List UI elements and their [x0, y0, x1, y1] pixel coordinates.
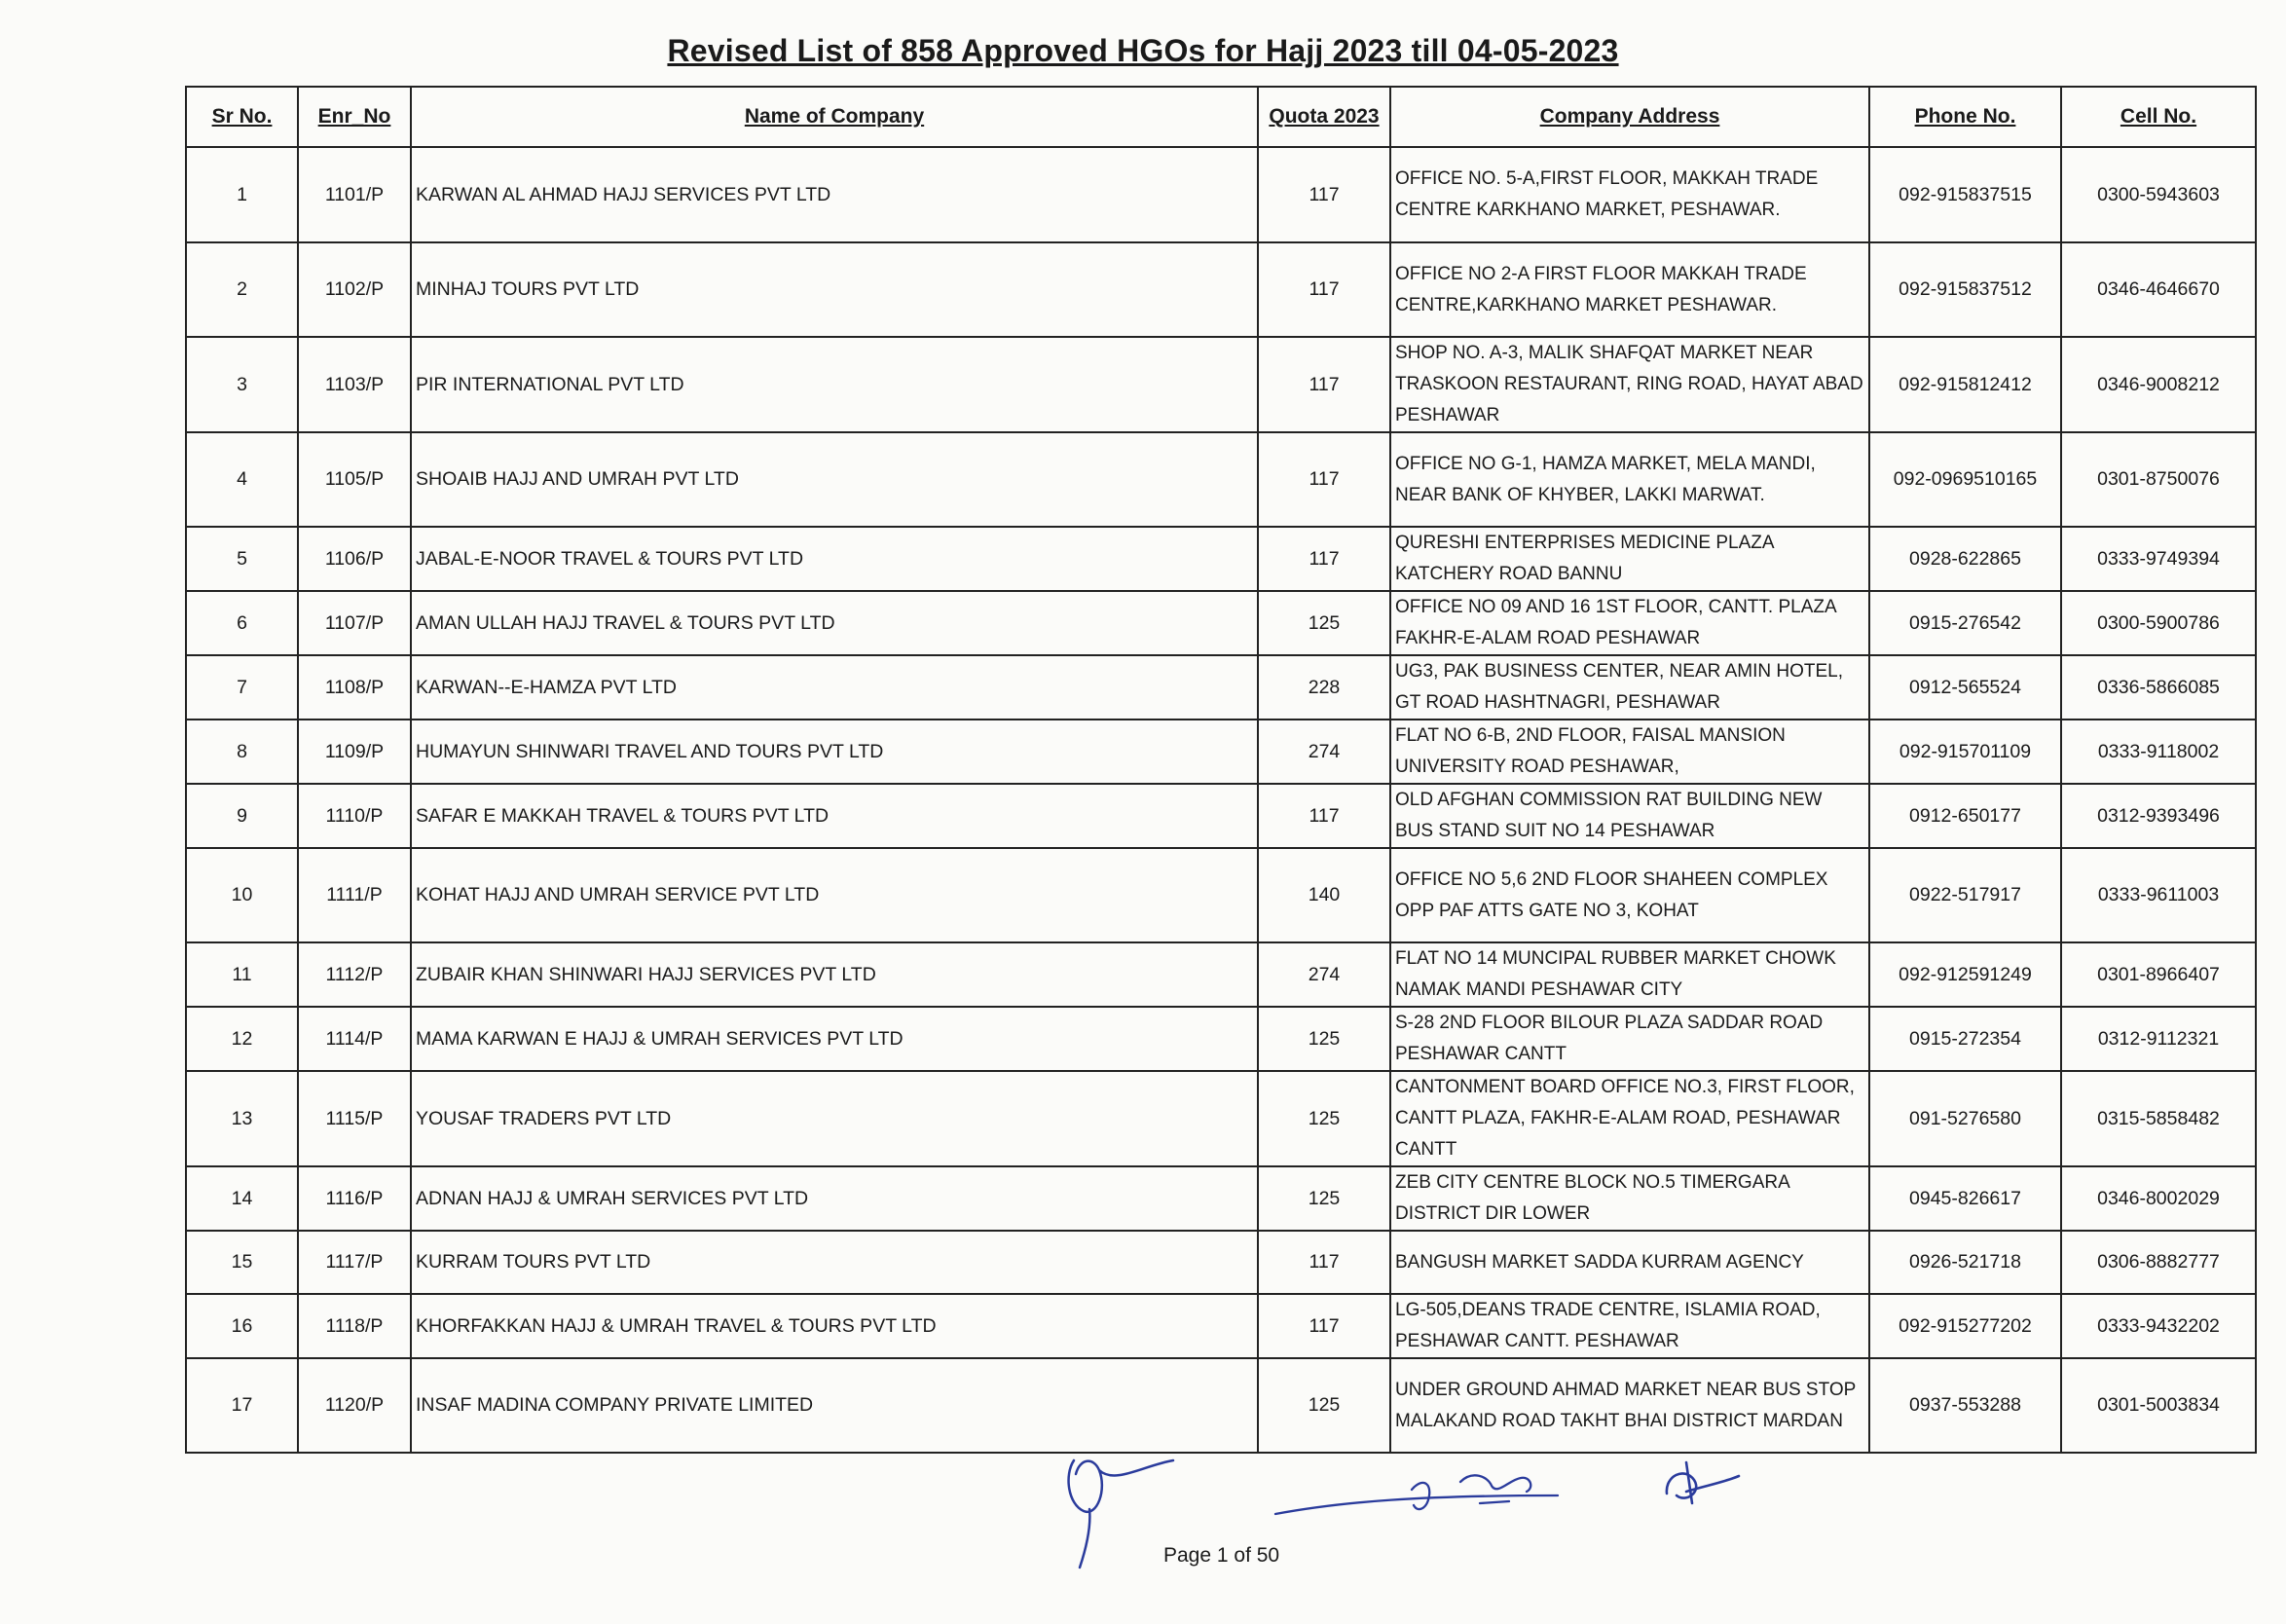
cell-quota: 125 — [1258, 1358, 1390, 1453]
col-header-sr: Sr No. — [186, 87, 298, 147]
cell-phone: 0915-272354 — [1869, 1007, 2061, 1071]
header-row — [186, 87, 2256, 147]
cell-enr: 1101/P — [298, 147, 411, 242]
col-header-name: Name of Company — [411, 87, 1258, 147]
table-row — [186, 1294, 2256, 1358]
cell-sr: 8 — [186, 720, 298, 784]
cell-company-name: JABAL-E-NOOR TRAVEL & TOURS PVT LTD — [411, 527, 1258, 591]
cell-quota: 140 — [1258, 848, 1390, 942]
cell-phone: 0926-521718 — [1869, 1231, 2061, 1294]
cell-address: OLD AFGHAN COMMISSION RAT BUILDING NEW BUS STAND SUIT NO 14 PESHAWAR — [1390, 784, 1869, 848]
cell-quota: 228 — [1258, 655, 1390, 720]
cell-address: SHOP NO. A-3, MALIK SHAFQAT MARKET NEAR TRASKOON RESTAURANT, RING ROAD, HAYAT ABAD PESHAWAR — [1390, 337, 1869, 432]
cell-phone: 0937-553288 — [1869, 1358, 2061, 1453]
cell-address: OFFICE NO 09 AND 16 1ST FLOOR, CANTT. PLAZA FAKHR-E-ALAM ROAD PESHAWAR — [1390, 591, 1869, 655]
cell-quota: 117 — [1258, 784, 1390, 848]
cell-enr: 1111/P — [298, 848, 411, 942]
cell-address: FLAT NO 14 MUNCIPAL RUBBER MARKET CHOWK NAMAK MANDI PESHAWAR CITY — [1390, 942, 1869, 1007]
cell-company-name: ZUBAIR KHAN SHINWARI HAJJ SERVICES PVT LTD — [411, 942, 1258, 1007]
cell-mobile: 0333-9749394 — [2061, 527, 2256, 591]
table-row — [186, 1071, 2256, 1166]
cell-address: BANGUSH MARKET SADDA KURRAM AGENCY — [1390, 1231, 1869, 1294]
page-number: Page 1 of 50 — [1163, 1544, 1280, 1567]
table-row — [186, 432, 2256, 527]
table-row — [186, 848, 2256, 942]
cell-phone: 0912-650177 — [1869, 784, 2061, 848]
table-row — [186, 1231, 2256, 1294]
cell-mobile: 0346-9008212 — [2061, 337, 2256, 432]
cell-sr: 9 — [186, 784, 298, 848]
cell-phone: 092-912591249 — [1869, 942, 2061, 1007]
cell-phone: 092-915701109 — [1869, 720, 2061, 784]
cell-quota: 117 — [1258, 1294, 1390, 1358]
cell-phone: 092-915837512 — [1869, 242, 2061, 337]
cell-enr: 1114/P — [298, 1007, 411, 1071]
table-row — [186, 720, 2256, 784]
col-header-phone: Phone No. — [1869, 87, 2061, 147]
cell-address: CANTONMENT BOARD OFFICE NO.3, FIRST FLOOR, CANTT PLAZA, FAKHR-E-ALAM ROAD, PESHAWAR CANTT — [1390, 1071, 1869, 1166]
cell-mobile: 0306-8882777 — [2061, 1231, 2256, 1294]
cell-company-name: HUMAYUN SHINWARI TRAVEL AND TOURS PVT LTD — [411, 720, 1258, 784]
cell-mobile: 0301-8966407 — [2061, 942, 2256, 1007]
cell-address: UG3, PAK BUSINESS CENTER, NEAR AMIN HOTEL, GT ROAD HASHTNAGRI, PESHAWAR — [1390, 655, 1869, 720]
cell-phone: 0915-276542 — [1869, 591, 2061, 655]
cell-mobile: 0346-8002029 — [2061, 1166, 2256, 1231]
table-row — [186, 591, 2256, 655]
col-header-enr: Enr_No — [298, 87, 411, 147]
cell-company-name: KARWAN AL AHMAD HAJJ SERVICES PVT LTD — [411, 147, 1258, 242]
cell-phone: 092-915812412 — [1869, 337, 2061, 432]
cell-quota: 117 — [1258, 147, 1390, 242]
cell-sr: 2 — [186, 242, 298, 337]
cell-mobile: 0333-9611003 — [2061, 848, 2256, 942]
table-row — [186, 784, 2256, 848]
cell-quota: 125 — [1258, 1071, 1390, 1166]
cell-company-name: PIR INTERNATIONAL PVT LTD — [411, 337, 1258, 432]
cell-enr: 1109/P — [298, 720, 411, 784]
cell-sr: 1 — [186, 147, 298, 242]
cell-enr: 1102/P — [298, 242, 411, 337]
cell-sr: 6 — [186, 591, 298, 655]
cell-quota: 274 — [1258, 720, 1390, 784]
cell-address: FLAT NO 6-B, 2ND FLOOR, FAISAL MANSION UNIVERSITY ROAD PESHAWAR, — [1390, 720, 1869, 784]
table-row — [186, 1358, 2256, 1453]
cell-sr: 10 — [186, 848, 298, 942]
cell-company-name: KHORFAKKAN HAJJ & UMRAH TRAVEL & TOURS PVT LTD — [411, 1294, 1258, 1358]
cell-address: ZEB CITY CENTRE BLOCK NO.5 TIMERGARA DISTRICT DIR LOWER — [1390, 1166, 1869, 1231]
table-row — [186, 527, 2256, 591]
cell-phone: 0922-517917 — [1869, 848, 2061, 942]
cell-address: LG-505,DEANS TRADE CENTRE, ISLAMIA ROAD, PESHAWAR CANTT. PESHAWAR — [1390, 1294, 1869, 1358]
cell-quota: 274 — [1258, 942, 1390, 1007]
cell-sr: 16 — [186, 1294, 298, 1358]
cell-mobile: 0301-5003834 — [2061, 1358, 2256, 1453]
cell-quota: 125 — [1258, 1007, 1390, 1071]
cell-phone: 092-915837515 — [1869, 147, 2061, 242]
cell-mobile: 0301-8750076 — [2061, 432, 2256, 527]
cell-address: OFFICE NO 2-A FIRST FLOOR MAKKAH TRADE CENTRE,KARKHANO MARKET PESHAWAR. — [1390, 242, 1869, 337]
cell-enr: 1105/P — [298, 432, 411, 527]
cell-mobile: 0333-9432202 — [2061, 1294, 2256, 1358]
cell-quota: 117 — [1258, 337, 1390, 432]
cell-quota: 125 — [1258, 1166, 1390, 1231]
table-row — [186, 147, 2256, 242]
cell-company-name: MINHAJ TOURS PVT LTD — [411, 242, 1258, 337]
signature-2 — [1266, 1451, 1616, 1529]
cell-sr: 3 — [186, 337, 298, 432]
col-header-cell: Cell No. — [2061, 87, 2256, 147]
cell-enr: 1118/P — [298, 1294, 411, 1358]
cell-mobile: 0312-9112321 — [2061, 1007, 2256, 1071]
cell-phone: 091-5276580 — [1869, 1071, 2061, 1166]
cell-sr: 17 — [186, 1358, 298, 1453]
cell-address: UNDER GROUND AHMAD MARKET NEAR BUS STOP MALAKAND ROAD TAKHT BHAI DISTRICT MARDAN — [1390, 1358, 1869, 1453]
cell-company-name: KOHAT HAJJ AND UMRAH SERVICE PVT LTD — [411, 848, 1258, 942]
cell-sr: 14 — [186, 1166, 298, 1231]
cell-sr: 5 — [186, 527, 298, 591]
table-row — [186, 942, 2256, 1007]
cell-company-name: AMAN ULLAH HAJJ TRAVEL & TOURS PVT LTD — [411, 591, 1258, 655]
hgo-table — [185, 86, 2257, 1454]
cell-address: OFFICE NO 5,6 2ND FLOOR SHAHEEN COMPLEX OPP PAF ATTS GATE NO 3, KOHAT — [1390, 848, 1869, 942]
cell-sr: 13 — [186, 1071, 298, 1166]
cell-enr: 1108/P — [298, 655, 411, 720]
cell-company-name: KURRAM TOURS PVT LTD — [411, 1231, 1258, 1294]
cell-address: OFFICE NO. 5-A,FIRST FLOOR, MAKKAH TRADE CENTRE KARKHANO MARKET, PESHAWAR. — [1390, 147, 1869, 242]
cell-address: QURESHI ENTERPRISES MEDICINE PLAZA KATCHERY ROAD BANNU — [1390, 527, 1869, 591]
col-header-quota: Quota 2023 — [1258, 87, 1390, 147]
cell-quota: 125 — [1258, 591, 1390, 655]
signature-3 — [1657, 1455, 1745, 1513]
cell-sr: 11 — [186, 942, 298, 1007]
cell-mobile: 0300-5900786 — [2061, 591, 2256, 655]
cell-sr: 7 — [186, 655, 298, 720]
cell-enr: 1117/P — [298, 1231, 411, 1294]
cell-enr: 1106/P — [298, 527, 411, 591]
cell-address: OFFICE NO G-1, HAMZA MARKET, MELA MANDI, NEAR BANK OF KHYBER, LAKKI MARWAT. — [1390, 432, 1869, 527]
cell-phone: 0928-622865 — [1869, 527, 2061, 591]
table-row — [186, 655, 2256, 720]
cell-quota: 117 — [1258, 527, 1390, 591]
cell-mobile: 0333-9118002 — [2061, 720, 2256, 784]
cell-enr: 1107/P — [298, 591, 411, 655]
cell-mobile: 0346-4646670 — [2061, 242, 2256, 337]
cell-phone: 0945-826617 — [1869, 1166, 2061, 1231]
table-row — [186, 1166, 2256, 1231]
cell-mobile: 0300-5943603 — [2061, 147, 2256, 242]
cell-company-name: KARWAN--E-HAMZA PVT LTD — [411, 655, 1258, 720]
cell-phone: 092-0969510165 — [1869, 432, 2061, 527]
cell-phone: 0912-565524 — [1869, 655, 2061, 720]
cell-enr: 1110/P — [298, 784, 411, 848]
cell-company-name: SAFAR E MAKKAH TRAVEL & TOURS PVT LTD — [411, 784, 1258, 848]
cell-enr: 1112/P — [298, 942, 411, 1007]
cell-company-name: ADNAN HAJJ & UMRAH SERVICES PVT LTD — [411, 1166, 1258, 1231]
cell-company-name: YOUSAF TRADERS PVT LTD — [411, 1071, 1258, 1166]
cell-sr: 15 — [186, 1231, 298, 1294]
cell-enr: 1115/P — [298, 1071, 411, 1166]
cell-mobile: 0336-5866085 — [2061, 655, 2256, 720]
col-header-address: Company Address — [1390, 87, 1869, 147]
cell-address: S-28 2ND FLOOR BILOUR PLAZA SADDAR ROAD PESHAWAR CANTT — [1390, 1007, 1869, 1071]
cell-mobile: 0312-9393496 — [2061, 784, 2256, 848]
cell-enr: 1103/P — [298, 337, 411, 432]
cell-enr: 1116/P — [298, 1166, 411, 1231]
cell-company-name: SHOAIB HAJJ AND UMRAH PVT LTD — [411, 432, 1258, 527]
table-row — [186, 337, 2256, 432]
cell-mobile: 0315-5858482 — [2061, 1071, 2256, 1166]
table-row — [186, 242, 2256, 337]
cell-company-name: INSAF MADINA COMPANY PRIVATE LIMITED — [411, 1358, 1258, 1453]
cell-quota: 117 — [1258, 242, 1390, 337]
cell-phone: 092-915277202 — [1869, 1294, 2061, 1358]
cell-enr: 1120/P — [298, 1358, 411, 1453]
cell-company-name: MAMA KARWAN E HAJJ & UMRAH SERVICES PVT LTD — [411, 1007, 1258, 1071]
table-row — [186, 1007, 2256, 1071]
cell-quota: 117 — [1258, 1231, 1390, 1294]
cell-sr: 4 — [186, 432, 298, 527]
cell-sr: 12 — [186, 1007, 298, 1071]
page-title: Revised List of 858 Approved HGOs for Hajj 2023 till 04-05-2023 — [667, 33, 1619, 68]
cell-quota: 117 — [1258, 432, 1390, 527]
